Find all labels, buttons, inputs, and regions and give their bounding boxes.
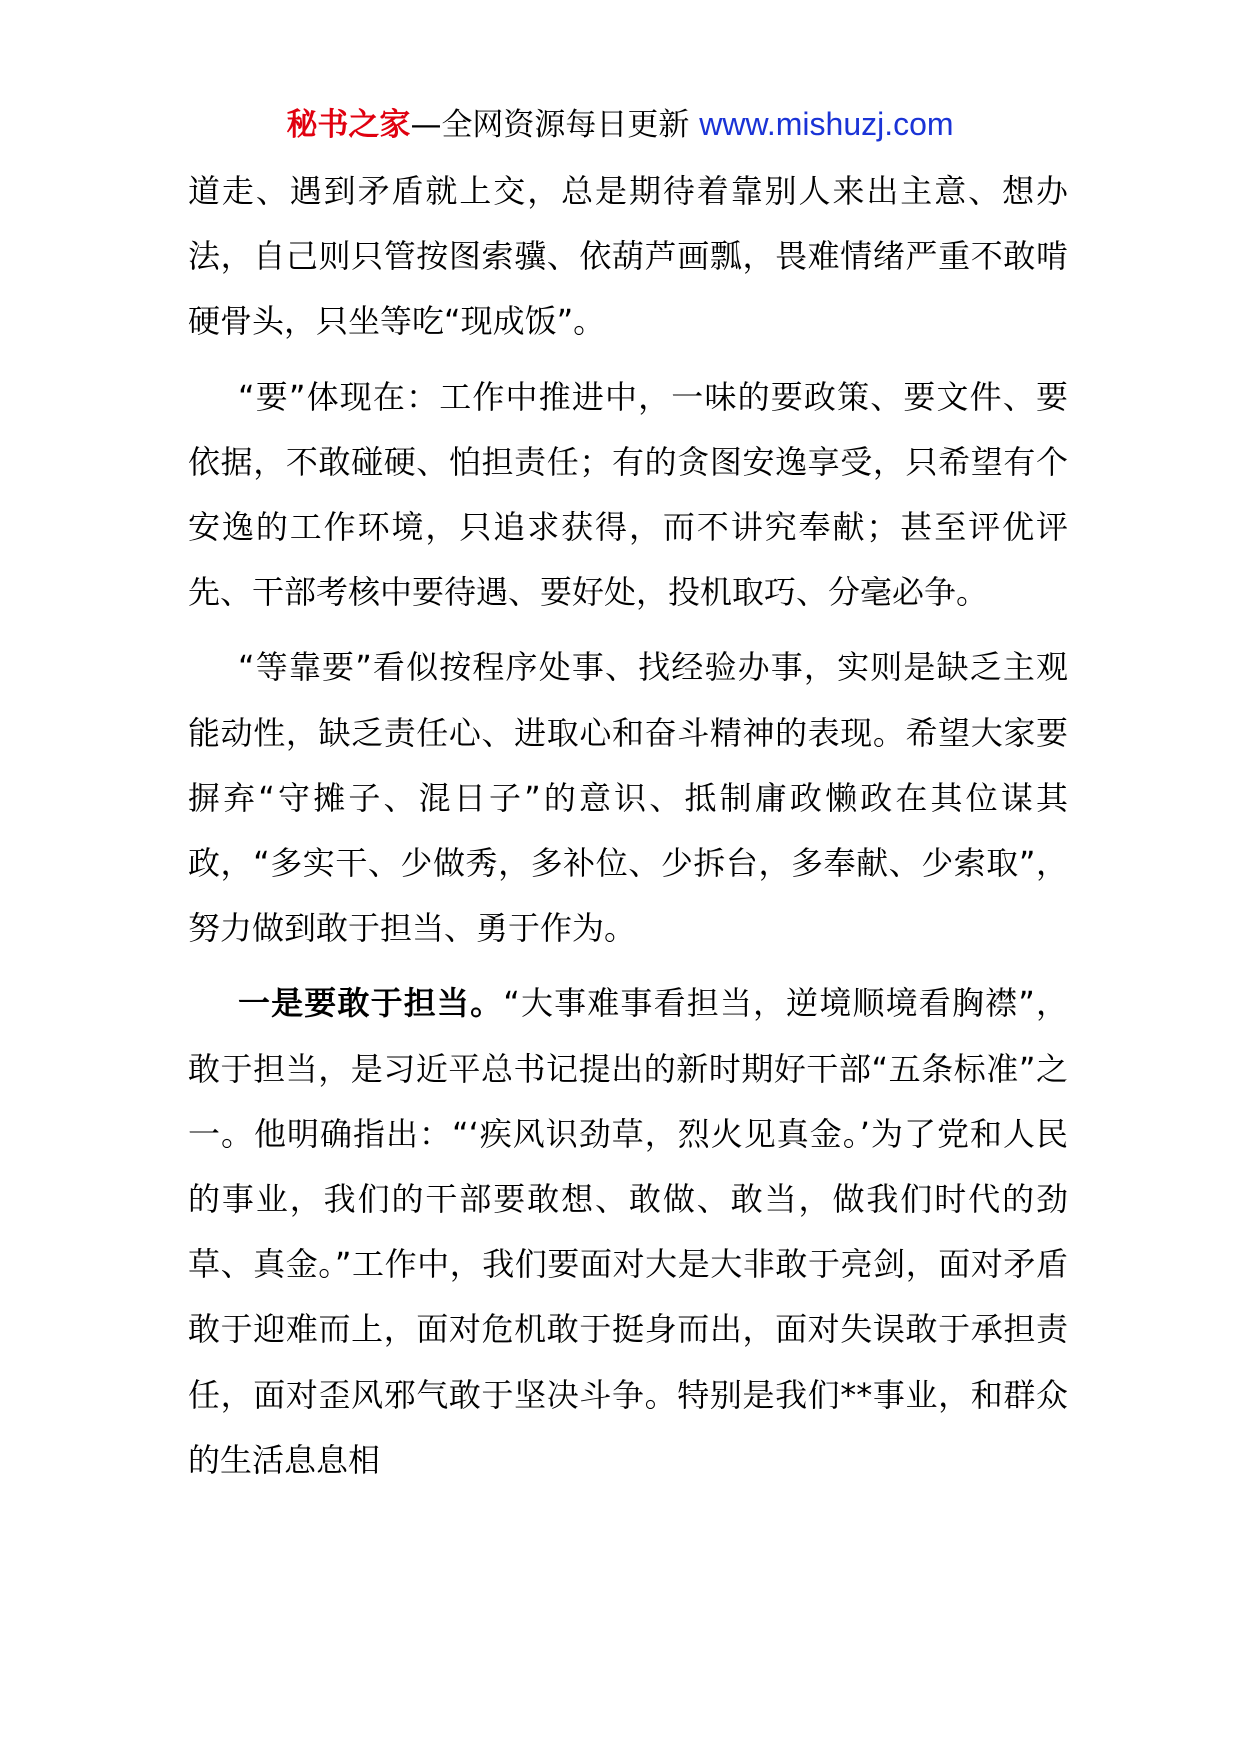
header-slogan: —全网资源每日更新	[410, 107, 700, 143]
paragraph-text: “等靠要”看似按程序处事、找经验办事，实则是缺乏主观能动性，缺乏责任心、进取心和奋斗精神的表现。希望大家要摒弃“守摊子、混日子”的意识、抵制庸政懒政在其位谋其政，“多实干、少做秀，多补位、少拆台，多奉献、少索取”，努力做到敢于担当、勇于作为。	[188, 648, 1068, 948]
site-url-link[interactable]: www.mishuzj.com	[699, 106, 954, 142]
paragraph-text: “要”体现在：工作中推进中，一味的要政策、要文件、要依据，不敢碰硬、怕担责任；有的贪图安逸享受，只希望有个安逸的工作环境，只追求获得，而不讲究奉献；甚至评优评先、干部考核中要待遇、要好处，投机取巧、分毫必争。	[188, 377, 1068, 612]
paragraph-dare-to-take-responsibility	[188, 971, 1068, 1493]
site-header	[0, 98, 1240, 151]
paragraph-text: “大事难事看担当，逆境顺境看胸襟”，敢于担当，是习近平总书记提出的新时期好干部“五条标准”之一。他明确指出：“‘疾风识劲草，烈火见真金。’为了党和人民的事业，我们的干部要敢想、敢做、敢当，做我们时代的劲草、真金。”工作中，我们要面对大是大非敢于亮剑，面对矛盾敢于迎难而上，面对危机敢于挺身而出，面对失误敢于承担责任，面对歪风邪气敢于坚决斗争。特别是我们**事业，和群众的生活息息相	[188, 984, 1068, 1479]
paragraph-lead-heading: 一是要敢于担当。	[238, 984, 504, 1023]
document-body	[188, 159, 1068, 1503]
paragraph-continuation	[188, 159, 1068, 355]
paragraph-text: 道走、遇到矛盾就上交，总是期待着靠别人来出主意、想办法，自己则只管按图索骥、依葫芦画瓢，畏难情绪严重不敢啃硬骨头，只坐等吃“现成饭”。	[188, 172, 1068, 341]
brand-name: 秘书之家	[286, 107, 411, 143]
paragraph-yao	[188, 365, 1068, 626]
paragraph-deng-kao-yao	[188, 635, 1068, 961]
